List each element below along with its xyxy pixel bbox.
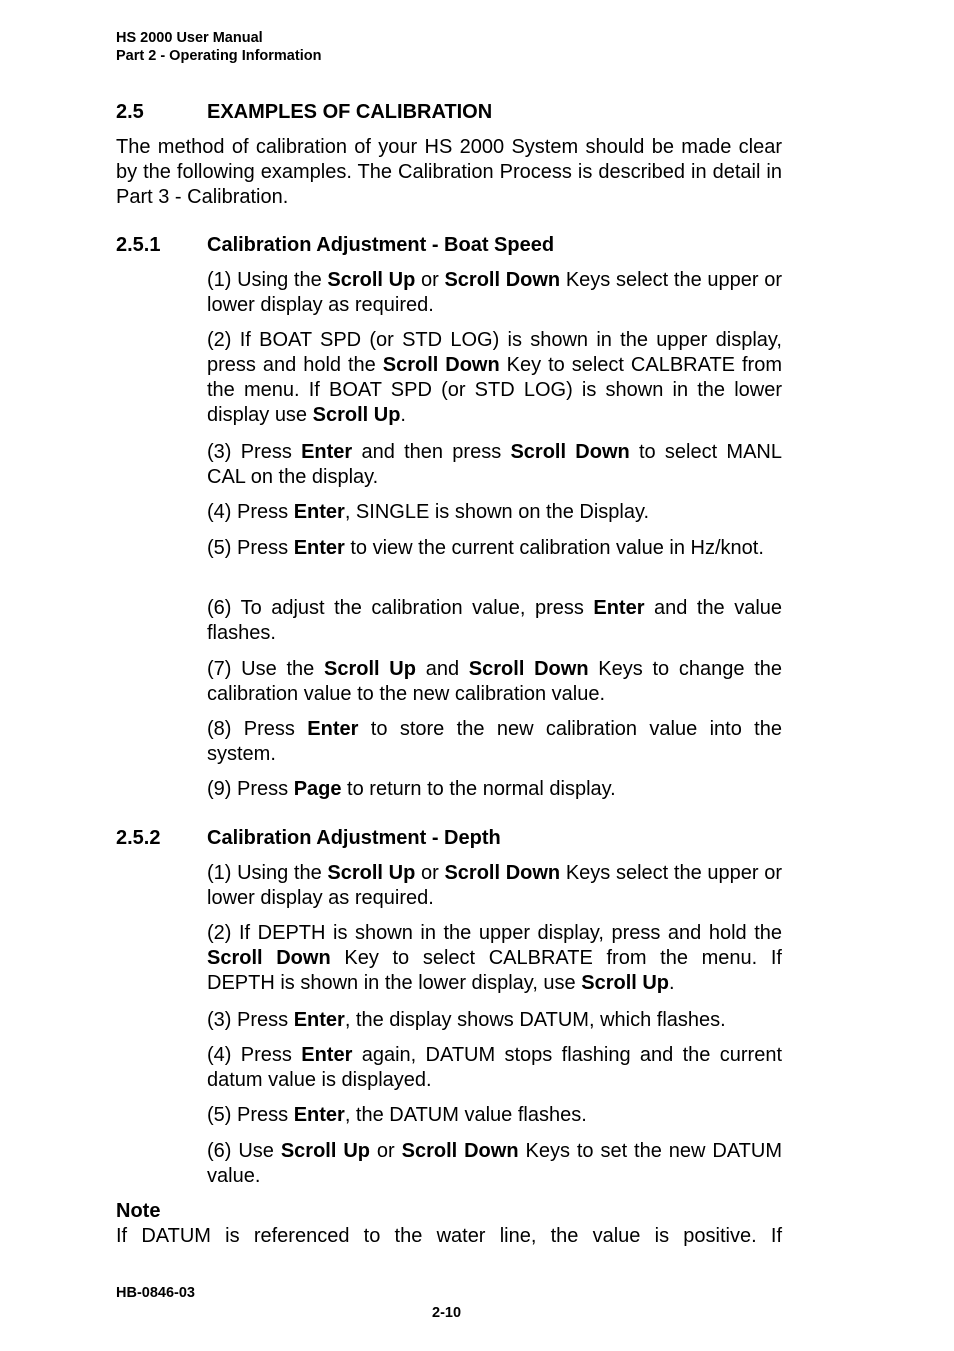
step-text: (6) To adjust the calibration value, press: [207, 597, 594, 619]
step: [207, 1008, 782, 1033]
step: [207, 657, 782, 707]
subsection-number: 2.5.1: [116, 234, 161, 256]
key-name: Scroll Down: [401, 1140, 519, 1162]
subsection-title: Calibration Adjustment - Depth: [207, 827, 501, 849]
step-text: to select MANL CAL on the display.: [207, 441, 782, 488]
step-text: Key to select CALBRATE from the menu. If DEPTH is shown in the lower display, use: [207, 947, 782, 994]
step: [207, 1103, 782, 1128]
key-name: Scroll Up: [327, 862, 416, 884]
key-name: Page: [293, 778, 342, 800]
step: [207, 440, 782, 490]
step-text: and then press: [352, 441, 511, 463]
step-text: or: [415, 269, 445, 291]
step-text: (4) Press: [207, 1044, 302, 1066]
step: [207, 268, 782, 318]
step-text: (2) If DEPTH is shown in the upper display, press and hold the: [207, 922, 782, 944]
key-name: Scroll Down: [382, 354, 500, 376]
subsection-heading-depth: [116, 827, 501, 850]
key-name: Enter: [293, 501, 345, 523]
step-text: Keys select the upper or lower display as required.: [207, 862, 782, 909]
step: [207, 1139, 782, 1189]
step-text: (8) Press: [207, 718, 308, 740]
note-text-content: If DATUM is referenced to the water line, the value is positive. If: [116, 1225, 782, 1247]
note-text: [116, 1224, 782, 1249]
step-text: .: [400, 404, 406, 426]
step-text: (6) Use: [207, 1140, 281, 1162]
key-name: Scroll Up: [324, 658, 416, 680]
step: [207, 596, 782, 646]
step-text: to store the new calibration value into the system.: [207, 718, 782, 765]
key-name: Scroll Up: [312, 404, 401, 426]
section-title: EXAMPLES OF CALIBRATION: [207, 101, 493, 123]
step-text: (3) Press: [207, 441, 302, 463]
step-text: (9) Press: [207, 778, 294, 800]
section-intro: The method of calibration of your HS 2000 System should be made clear by the following examples. The Calibration Process is described in detail in Part 3 - Calibration.: [116, 136, 782, 208]
key-name: Scroll Down: [510, 441, 630, 463]
step-text: or: [370, 1140, 402, 1162]
section-heading: [116, 101, 492, 124]
step-text: (5) Press: [207, 1104, 294, 1126]
step-text: (1) Using the: [207, 862, 328, 884]
step-text: , the DATUM value flashes.: [344, 1104, 587, 1126]
key-name: Scroll Down: [444, 269, 561, 291]
step-text: and: [415, 658, 469, 680]
subsection-title: Calibration Adjustment - Boat Speed: [207, 234, 555, 256]
key-name: Enter: [307, 718, 359, 740]
section-number: 2.5: [116, 101, 144, 123]
subsection-heading-boat-speed: [116, 234, 554, 257]
step-text: again, DATUM stops flashing and the current datum value is displayed.: [207, 1044, 782, 1091]
key-name: Enter: [293, 1009, 345, 1031]
header-subtitle: Part 2 - Operating Information: [116, 48, 322, 64]
step-text: (2) If BOAT SPD (or STD LOG) is shown in the upper display, press and hold the: [207, 329, 782, 376]
step-text: (1) Using the: [207, 269, 328, 291]
step: [207, 717, 782, 767]
step: [207, 1043, 782, 1093]
step-text: , the display shows DATUM, which flashes.: [344, 1009, 726, 1031]
key-name: Enter: [593, 597, 645, 619]
step-text: (3) Press: [207, 1009, 294, 1031]
step-text: (5) Press: [207, 537, 294, 559]
step: [207, 861, 782, 911]
step-text: to view the current calibration value in Hz/knot.: [344, 537, 764, 559]
step: [207, 921, 782, 996]
step-text: (4) Press: [207, 501, 294, 523]
key-name: Enter: [293, 537, 345, 559]
step-text: to return to the normal display.: [341, 778, 616, 800]
note-heading: Note: [116, 1200, 161, 1222]
step: [207, 777, 782, 802]
key-name: Scroll Down: [207, 947, 331, 969]
step-text: Keys to change the calibration value to the new calibration value.: [207, 658, 783, 705]
header-title: HS 2000 User Manual: [116, 30, 263, 46]
step-text: (7) Use the: [207, 658, 324, 680]
step-text: , SINGLE is shown on the Display.: [344, 501, 650, 523]
step: [207, 500, 782, 525]
step-text: Key to select CALBRATE from the menu. If BOAT SPD (or STD LOG) is shown in the lower display use: [207, 354, 782, 426]
step-text: or: [415, 862, 445, 884]
footer-doc-id: HB-0846-03: [116, 1285, 195, 1301]
key-name: Scroll Down: [444, 862, 561, 884]
subsection-number: 2.5.2: [116, 827, 161, 849]
key-name: Enter: [293, 1104, 345, 1126]
step-text: Keys select the upper or lower display as required.: [207, 269, 782, 316]
key-name: Scroll Up: [581, 972, 670, 994]
step: [207, 328, 782, 428]
key-name: Scroll Up: [327, 269, 416, 291]
key-name: Enter: [301, 441, 353, 463]
footer-page-number: 2-10: [432, 1305, 462, 1321]
step-text: and the value flashes.: [207, 597, 783, 644]
key-name: Enter: [301, 1044, 353, 1066]
step-text: .: [669, 972, 675, 994]
step-text: Keys to set the new DATUM value.: [207, 1140, 782, 1187]
key-name: Scroll Up: [280, 1140, 370, 1162]
step: [207, 536, 782, 561]
key-name: Scroll Down: [468, 658, 589, 680]
